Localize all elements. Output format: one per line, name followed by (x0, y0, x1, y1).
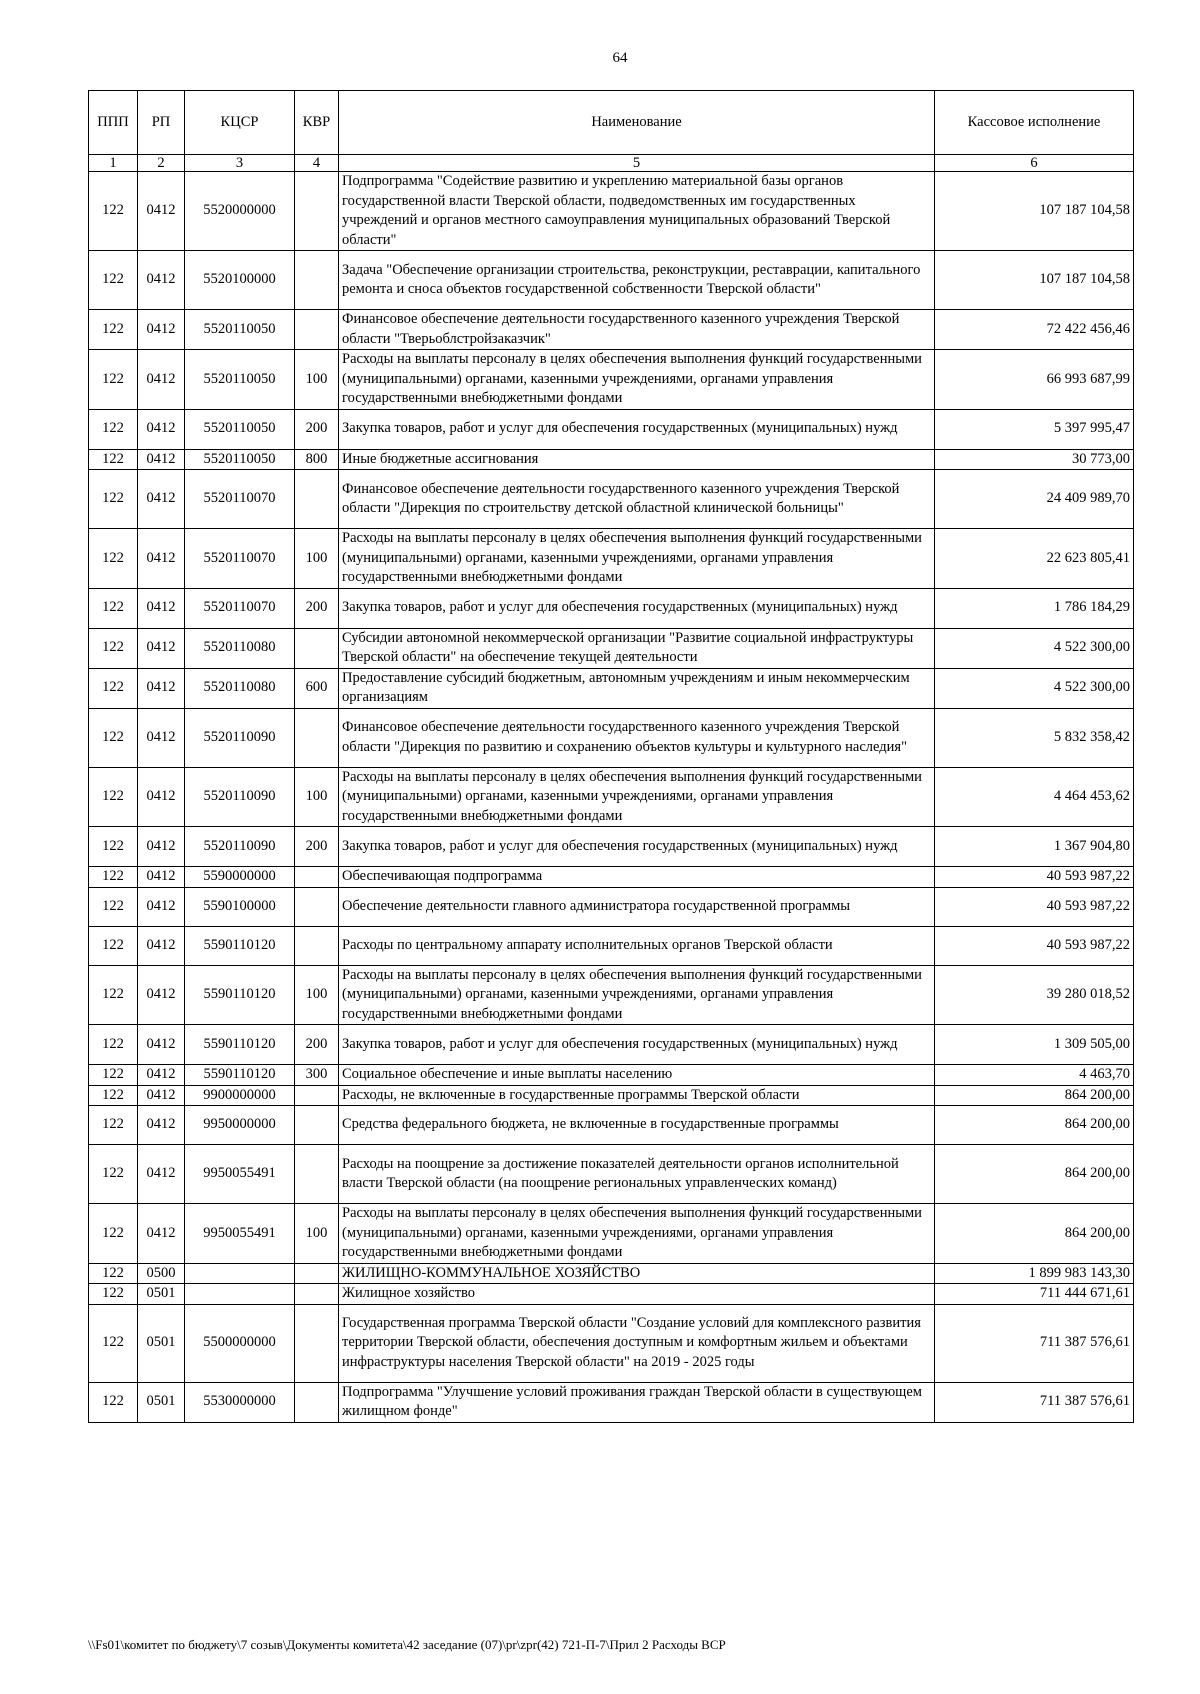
ppp-cell: 122 (89, 867, 138, 888)
rp-cell: 0412 (138, 708, 185, 767)
amount-cell: 864 200,00 (935, 1106, 1134, 1145)
column-number: 5 (339, 155, 935, 172)
kvr-cell: 200 (295, 409, 339, 449)
amount-cell: 711 387 576,61 (935, 1382, 1134, 1422)
ppp-cell: 122 (89, 827, 138, 867)
name-cell: ЖИЛИЩНО-КОММУНАЛЬНОЕ ХОЗЯЙСТВО (339, 1263, 935, 1284)
kvr-cell: 100 (295, 1204, 339, 1264)
ppp-cell: 122 (89, 1145, 138, 1204)
name-cell: Расходы по центральному аппарату исполнительных органов Тверской области (339, 926, 935, 965)
kvr-cell (295, 926, 339, 965)
kvr-cell: 100 (295, 767, 339, 827)
column-number: 1 (89, 155, 138, 172)
kcsr-cell (185, 1263, 295, 1284)
ppp-cell: 122 (89, 668, 138, 708)
kvr-cell: 200 (295, 1025, 339, 1065)
name-cell: Закупка товаров, работ и услуг для обеспечения государственных (муниципальных) нужд (339, 827, 935, 867)
amount-cell: 39 280 018,52 (935, 965, 1134, 1025)
kvr-cell: 100 (295, 529, 339, 589)
table-row (89, 887, 1134, 926)
header-ppp: ППП (89, 91, 138, 155)
kcsr-cell: 5590100000 (185, 887, 295, 926)
name-cell: Иные бюджетные ассигнования (339, 449, 935, 470)
table-row (89, 251, 1134, 310)
kcsr-cell: 5520110070 (185, 529, 295, 589)
name-cell: Финансовое обеспечение деятельности государственного казенного учреждения Тверской области "Тверьоблстройзаказчик" (339, 310, 935, 350)
header-name: Наименование (339, 91, 935, 155)
table-row (89, 965, 1134, 1025)
page-number: 64 (612, 50, 628, 66)
rp-cell: 0412 (138, 1065, 185, 1086)
ppp-cell: 122 (89, 1085, 138, 1106)
kvr-cell (295, 172, 339, 251)
rp-cell: 0412 (138, 1204, 185, 1264)
ppp-cell: 122 (89, 251, 138, 310)
kcsr-cell: 9950055491 (185, 1204, 295, 1264)
column-number: 4 (295, 155, 339, 172)
table-row (89, 1382, 1134, 1422)
kcsr-cell: 5590110120 (185, 1065, 295, 1086)
rp-cell: 0412 (138, 470, 185, 529)
ppp-cell: 122 (89, 708, 138, 767)
table-row (89, 1065, 1134, 1086)
rp-cell: 0412 (138, 588, 185, 628)
ppp-cell: 122 (89, 1106, 138, 1145)
kcsr-cell: 5520110050 (185, 350, 295, 410)
column-number: 2 (138, 155, 185, 172)
header-rp: РП (138, 91, 185, 155)
kvr-cell (295, 887, 339, 926)
kcsr-cell: 5520000000 (185, 172, 295, 251)
name-cell: Подпрограмма "Улучшение условий проживания граждан Тверской области в существующем жилищном фонде" (339, 1382, 935, 1422)
name-cell: Закупка товаров, работ и услуг для обеспечения государственных (муниципальных) нужд (339, 409, 935, 449)
name-cell: Подпрограмма "Содействие развитию и укреплению материальной базы органов государственной власти Тверской области, подведомственных им государственных учреждений и органов местного самоуправления муниципальных образований Тверской области" (339, 172, 935, 251)
ppp-cell: 122 (89, 1065, 138, 1086)
rp-cell: 0501 (138, 1382, 185, 1422)
name-cell: Расходы на выплаты персоналу в целях обеспечения выполнения функций государственными (муниципальными) органами, казенными учреждениями, органами управления государственными внебюджетными фондами (339, 1204, 935, 1264)
kvr-cell (295, 1106, 339, 1145)
amount-cell: 22 623 805,41 (935, 529, 1134, 589)
table-row (89, 1025, 1134, 1065)
amount-cell: 1 786 184,29 (935, 588, 1134, 628)
table-row (89, 310, 1134, 350)
ppp-cell: 122 (89, 350, 138, 410)
kvr-cell (295, 1382, 339, 1422)
name-cell: Предоставление субсидий бюджетным, автономным учреждениям и иным некоммерческим организациям (339, 668, 935, 708)
kvr-cell: 200 (295, 827, 339, 867)
rp-cell: 0412 (138, 628, 185, 668)
kcsr-cell: 5520100000 (185, 251, 295, 310)
kcsr-cell: 5520110070 (185, 470, 295, 529)
ppp-cell: 122 (89, 409, 138, 449)
ppp-cell: 122 (89, 588, 138, 628)
name-cell: Государственная программа Тверской области "Создание условий для комплексного развития территории Тверской области, обеспечения доступным и комфортным жильем и объектами инфраструктуры населения Тверской области" на 2019 - 2025 годы (339, 1304, 935, 1382)
kcsr-cell: 5590110120 (185, 1025, 295, 1065)
name-cell: Закупка товаров, работ и услуг для обеспечения государственных (муниципальных) нужд (339, 588, 935, 628)
rp-cell: 0501 (138, 1284, 185, 1305)
name-cell: Закупка товаров, работ и услуг для обеспечения государственных (муниципальных) нужд (339, 1025, 935, 1065)
kcsr-cell: 5520110080 (185, 628, 295, 668)
ppp-cell: 122 (89, 1204, 138, 1264)
kvr-cell (295, 867, 339, 888)
kcsr-cell: 9950000000 (185, 1106, 295, 1145)
rp-cell: 0412 (138, 887, 185, 926)
kvr-cell (295, 1304, 339, 1382)
header-amount: Кассовое исполнение (935, 91, 1134, 155)
table-row (89, 628, 1134, 668)
rp-cell: 0412 (138, 172, 185, 251)
column-number-row (89, 155, 1134, 172)
ppp-cell: 122 (89, 926, 138, 965)
kcsr-cell: 5590110120 (185, 965, 295, 1025)
rp-cell: 0500 (138, 1263, 185, 1284)
rp-cell: 0412 (138, 1025, 185, 1065)
footer-file-path: \\Fs01\комитет по бюджету\7 созыв\Документы комитета\42 заседание (07)\pr\zpr(42) 721-П-7\Прил 2 Расходы ВСР (88, 1637, 726, 1652)
rp-cell: 0412 (138, 529, 185, 589)
rp-cell: 0412 (138, 767, 185, 827)
table-header-row (89, 91, 1134, 155)
table-row (89, 470, 1134, 529)
table-row (89, 1145, 1134, 1204)
rp-cell: 0501 (138, 1304, 185, 1382)
kvr-cell (295, 251, 339, 310)
name-cell: Расходы на поощрение за достижение показателей деятельности органов исполнительной власти Тверской области (на поощрение региональных управленческих команд) (339, 1145, 935, 1204)
amount-cell: 72 422 456,46 (935, 310, 1134, 350)
table-row (89, 1085, 1134, 1106)
amount-cell: 107 187 104,58 (935, 251, 1134, 310)
table-row (89, 867, 1134, 888)
rp-cell: 0412 (138, 1085, 185, 1106)
table-row (89, 409, 1134, 449)
amount-cell: 4 522 300,00 (935, 668, 1134, 708)
rp-cell: 0412 (138, 926, 185, 965)
amount-cell: 30 773,00 (935, 449, 1134, 470)
amount-cell: 711 387 576,61 (935, 1304, 1134, 1382)
header-kcsr: КЦСР (185, 91, 295, 155)
amount-cell: 4 464 453,62 (935, 767, 1134, 827)
table-row (89, 1284, 1134, 1305)
kcsr-cell: 5530000000 (185, 1382, 295, 1422)
name-cell: Расходы, не включенные в государственные программы Тверской области (339, 1085, 935, 1106)
kcsr-cell: 5520110090 (185, 827, 295, 867)
kcsr-cell: 5520110080 (185, 668, 295, 708)
rp-cell: 0412 (138, 449, 185, 470)
kcsr-cell (185, 1284, 295, 1305)
ppp-cell: 122 (89, 310, 138, 350)
kcsr-cell: 9950055491 (185, 1145, 295, 1204)
amount-cell: 711 444 671,61 (935, 1284, 1134, 1305)
table-row (89, 926, 1134, 965)
rp-cell: 0412 (138, 1145, 185, 1204)
ppp-cell: 122 (89, 470, 138, 529)
kvr-cell: 300 (295, 1065, 339, 1086)
kvr-cell (295, 310, 339, 350)
table-row (89, 1304, 1134, 1382)
kcsr-cell: 9900000000 (185, 1085, 295, 1106)
ppp-cell: 122 (89, 1304, 138, 1382)
expenditure-table (88, 90, 1134, 1423)
rp-cell: 0412 (138, 827, 185, 867)
kvr-cell: 800 (295, 449, 339, 470)
name-cell: Расходы на выплаты персоналу в целях обеспечения выполнения функций государственными (муниципальными) органами, казенными учреждениями, органами управления государственными внебюджетными фондами (339, 767, 935, 827)
name-cell: Задача "Обеспечение организации строительства, реконструкции, реставрации, капитального ремонта и сноса объектов государственной собственности Тверской области" (339, 251, 935, 310)
ppp-cell: 122 (89, 887, 138, 926)
ppp-cell: 122 (89, 965, 138, 1025)
table-row (89, 172, 1134, 251)
name-cell: Жилищное хозяйство (339, 1284, 935, 1305)
table-row (89, 668, 1134, 708)
kcsr-cell: 5590000000 (185, 867, 295, 888)
amount-cell: 4 463,70 (935, 1065, 1134, 1086)
name-cell: Социальное обеспечение и иные выплаты населению (339, 1065, 935, 1086)
table-row (89, 588, 1134, 628)
amount-cell: 1 899 983 143,30 (935, 1263, 1134, 1284)
table-row (89, 1106, 1134, 1145)
table-row (89, 1263, 1134, 1284)
rp-cell: 0412 (138, 310, 185, 350)
column-number: 6 (935, 155, 1134, 172)
ppp-cell: 122 (89, 1284, 138, 1305)
rp-cell: 0412 (138, 251, 185, 310)
kvr-cell (295, 708, 339, 767)
rp-cell: 0412 (138, 350, 185, 410)
kvr-cell (295, 1145, 339, 1204)
ppp-cell: 122 (89, 529, 138, 589)
ppp-cell: 122 (89, 1263, 138, 1284)
kvr-cell: 200 (295, 588, 339, 628)
table-row (89, 708, 1134, 767)
kvr-cell (295, 628, 339, 668)
amount-cell: 5 397 995,47 (935, 409, 1134, 449)
kcsr-cell: 5590110120 (185, 926, 295, 965)
amount-cell: 107 187 104,58 (935, 172, 1134, 251)
name-cell: Финансовое обеспечение деятельности государственного казенного учреждения Тверской области "Дирекция по развитию и сохранению объектов культуры и культурного наследия" (339, 708, 935, 767)
amount-cell: 5 832 358,42 (935, 708, 1134, 767)
kvr-cell (295, 1284, 339, 1305)
kcsr-cell: 5520110050 (185, 409, 295, 449)
amount-cell: 864 200,00 (935, 1145, 1134, 1204)
amount-cell: 4 522 300,00 (935, 628, 1134, 668)
amount-cell: 24 409 989,70 (935, 470, 1134, 529)
kvr-cell (295, 470, 339, 529)
amount-cell: 66 993 687,99 (935, 350, 1134, 410)
table-row (89, 767, 1134, 827)
kcsr-cell: 5520110090 (185, 767, 295, 827)
rp-cell: 0412 (138, 965, 185, 1025)
column-number: 3 (185, 155, 295, 172)
rp-cell: 0412 (138, 409, 185, 449)
rp-cell: 0412 (138, 867, 185, 888)
kvr-cell (295, 1085, 339, 1106)
ppp-cell: 122 (89, 628, 138, 668)
ppp-cell: 122 (89, 172, 138, 251)
ppp-cell: 122 (89, 449, 138, 470)
amount-cell: 864 200,00 (935, 1204, 1134, 1264)
rp-cell: 0412 (138, 668, 185, 708)
amount-cell: 1 309 505,00 (935, 1025, 1134, 1065)
name-cell: Расходы на выплаты персоналу в целях обеспечения выполнения функций государственными (муниципальными) органами, казенными учреждениями, органами управления государственными внебюджетными фондами (339, 350, 935, 410)
ppp-cell: 122 (89, 1382, 138, 1422)
name-cell: Обеспечивающая подпрограмма (339, 867, 935, 888)
amount-cell: 40 593 987,22 (935, 867, 1134, 888)
amount-cell: 40 593 987,22 (935, 926, 1134, 965)
amount-cell: 864 200,00 (935, 1085, 1134, 1106)
name-cell: Расходы на выплаты персоналу в целях обеспечения выполнения функций государственными (муниципальными) органами, казенными учреждениями, органами управления государственными внебюджетными фондами (339, 529, 935, 589)
table-row (89, 1204, 1134, 1264)
kcsr-cell: 5520110090 (185, 708, 295, 767)
ppp-cell: 122 (89, 767, 138, 827)
name-cell: Финансовое обеспечение деятельности государственного казенного учреждения Тверской области "Дирекция по строительству детской областной клинической больницы" (339, 470, 935, 529)
kvr-cell: 600 (295, 668, 339, 708)
table-row (89, 529, 1134, 589)
kvr-cell: 100 (295, 350, 339, 410)
kcsr-cell: 5500000000 (185, 1304, 295, 1382)
kcsr-cell: 5520110070 (185, 588, 295, 628)
rp-cell: 0412 (138, 1106, 185, 1145)
name-cell: Расходы на выплаты персоналу в целях обеспечения выполнения функций государственными (муниципальными) органами, казенными учреждениями, органами управления государственными внебюджетными фондами (339, 965, 935, 1025)
amount-cell: 1 367 904,80 (935, 827, 1134, 867)
table-row (89, 449, 1134, 470)
kvr-cell: 100 (295, 965, 339, 1025)
table-row (89, 350, 1134, 410)
header-kvr: КВР (295, 91, 339, 155)
kvr-cell (295, 1263, 339, 1284)
kcsr-cell: 5520110050 (185, 310, 295, 350)
name-cell: Средства федерального бюджета, не включенные в государственные программы (339, 1106, 935, 1145)
amount-cell: 40 593 987,22 (935, 887, 1134, 926)
kcsr-cell: 5520110050 (185, 449, 295, 470)
name-cell: Субсидии автономной некоммерческой организации "Развитие социальной инфраструктуры Тверской области" на обеспечение текущей деятельности (339, 628, 935, 668)
table-row (89, 827, 1134, 867)
ppp-cell: 122 (89, 1025, 138, 1065)
name-cell: Обеспечение деятельности главного администратора государственной программы (339, 887, 935, 926)
